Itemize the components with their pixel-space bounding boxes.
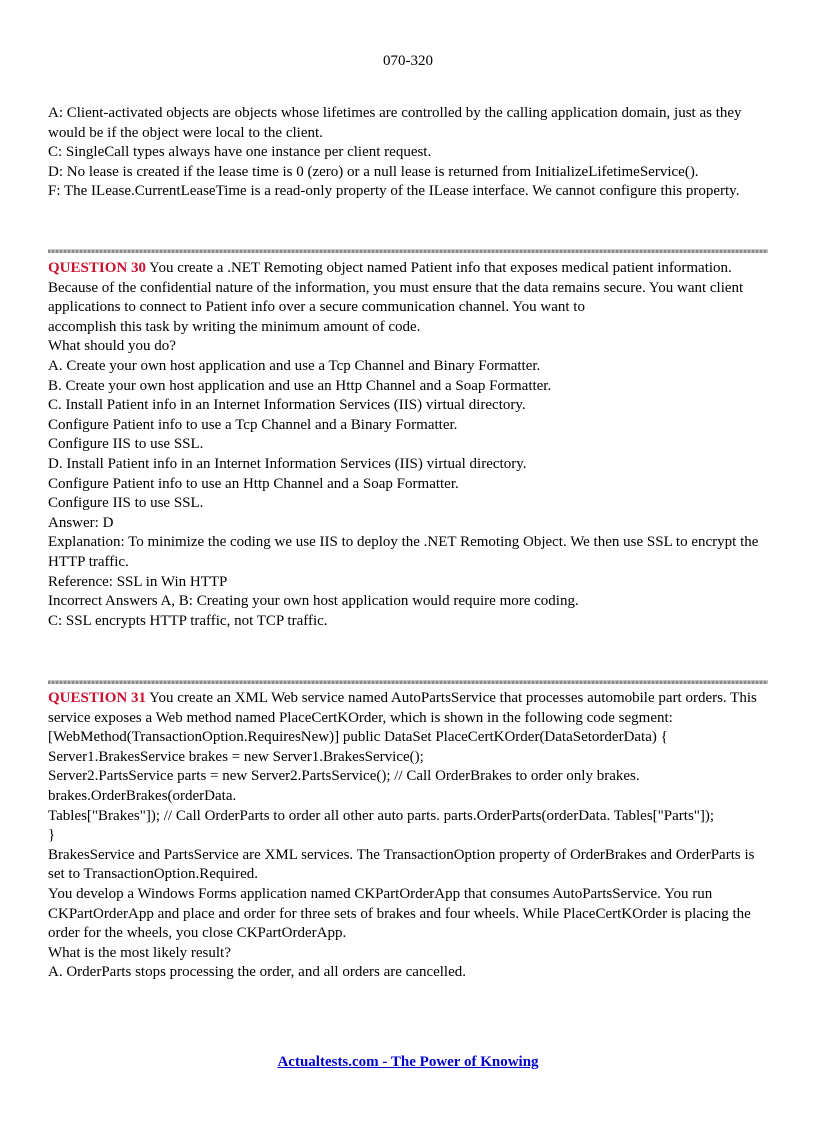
answer-option: A. Create your own host application and use a Tcp Channel and Binary Formatter. [48, 357, 541, 374]
question-text-line: What is the most likely result? [48, 944, 231, 961]
answer-option: C. Install Patient info in an Internet Information Services (IIS) virtual directory. [48, 397, 526, 414]
answer-option-line: Configure Patient info to use an Http Channel and a Soap Formatter. [48, 475, 459, 492]
reference-line: Reference: SSL in Win HTTP [48, 573, 228, 590]
answer-option: D. Install Patient info in an Internet Information Services (IIS) virtual directory. [48, 455, 527, 472]
explanation-line: A: Client-activated objects are objects whose lifetimes are controlled by the calling application domain, just as they would be if the object were local to the client. [48, 105, 742, 141]
code-line: brakes.OrderBrakes(orderData. [48, 787, 237, 804]
answer-line: Answer: D [48, 514, 114, 531]
code-line: Server2.PartsService parts = new Server2.PartsService(); // Call OrderBrakes to order only brakes. [48, 768, 640, 785]
code-line: Server1.BrakesService brakes = new Server1.BrakesService(); [48, 748, 424, 765]
explanation-line: Explanation: To minimize the coding we use IIS to deploy the .NET Remoting Object. We then use SSL to encrypt the HTTP traffic. [48, 534, 759, 570]
answer-option-line: Configure IIS to use SSL. [48, 495, 204, 512]
answer-option: A. OrderParts stops processing the order, and all orders are cancelled. [48, 964, 467, 981]
section-divider [48, 249, 768, 253]
question-text-line: BrakesService and PartsService are XML services. The TransactionOption property of OrderBrakes and OrderParts is set to TransactionOption.Required. [48, 846, 755, 883]
code-line: [WebMethod(TransactionOption.RequiresNew)] public DataSet PlaceCertKOrder(DataSetorderData) { [48, 729, 668, 746]
section-divider [48, 680, 768, 684]
explanation-line: D: No lease is created if the lease time is 0 (zero) or a null lease is returned from InitializeLifetimeService(). [48, 163, 699, 180]
answer-option-line: Configure Patient info to use a Tcp Channel and a Binary Formatter. [48, 416, 458, 433]
question-31 [48, 689, 772, 983]
explanation-line: C: SingleCall types always have one instance per client request. [48, 144, 432, 161]
footer-link[interactable]: Actualtests.com - The Power of Knowing [277, 1054, 539, 1070]
question-text-line: accomplish this task by writing the minimum amount of code. [48, 318, 421, 335]
answer-option-line: Configure IIS to use SSL. [48, 436, 204, 453]
code-line: Tables["Brakes"]); // Call OrderParts to order all other auto parts. parts.OrderParts(orderData. Tables["Parts"]); [48, 807, 715, 824]
incorrect-answers-line: C: SSL encrypts HTTP traffic, not TCP traffic. [48, 612, 328, 629]
code-line: } [48, 827, 56, 844]
question-text-line: QUESTION 30 You create a .NET Remoting object named Patient info that exposes medical patient information. Because of the confidential nature of the information, you must ensure that the data remains secure. You want client applications to connect to Patient info over a secure communication channel. You want to [48, 260, 744, 316]
question-30 [48, 259, 772, 631]
page-footer [0, 1054, 816, 1071]
question-text-line: QUESTION 31 You create an XML Web service named AutoPartsService that processes automobile part orders. This service exposes a Web method named PlaceCertKOrder, which is shown in the following code segment: [48, 690, 757, 726]
incorrect-answers-line: Incorrect Answers A, B: Creating your own host application would require more coding. [48, 593, 579, 610]
explanation-line: F: The ILease.CurrentLeaseTime is a read-only property of the ILease interface. We cannot configure this property. [48, 183, 740, 200]
question-label: QUESTION 31 [48, 690, 146, 706]
question-text-line: You develop a Windows Forms application named CKPartOrderApp that consumes AutoPartsService. You run CKPartOrderApp and place and order for three sets of brakes and four wheels. While PlaceCertKOrder is placing the order for the wheels, you close CKPartOrderApp. [48, 885, 751, 942]
question-text-line: What should you do? [48, 338, 176, 355]
page-header: 070-320 [383, 53, 433, 69]
previous-question-explanations [48, 104, 772, 202]
answer-option: B. Create your own host application and use an Http Channel and a Soap Formatter. [48, 377, 552, 394]
question-label: QUESTION 30 [48, 260, 146, 276]
